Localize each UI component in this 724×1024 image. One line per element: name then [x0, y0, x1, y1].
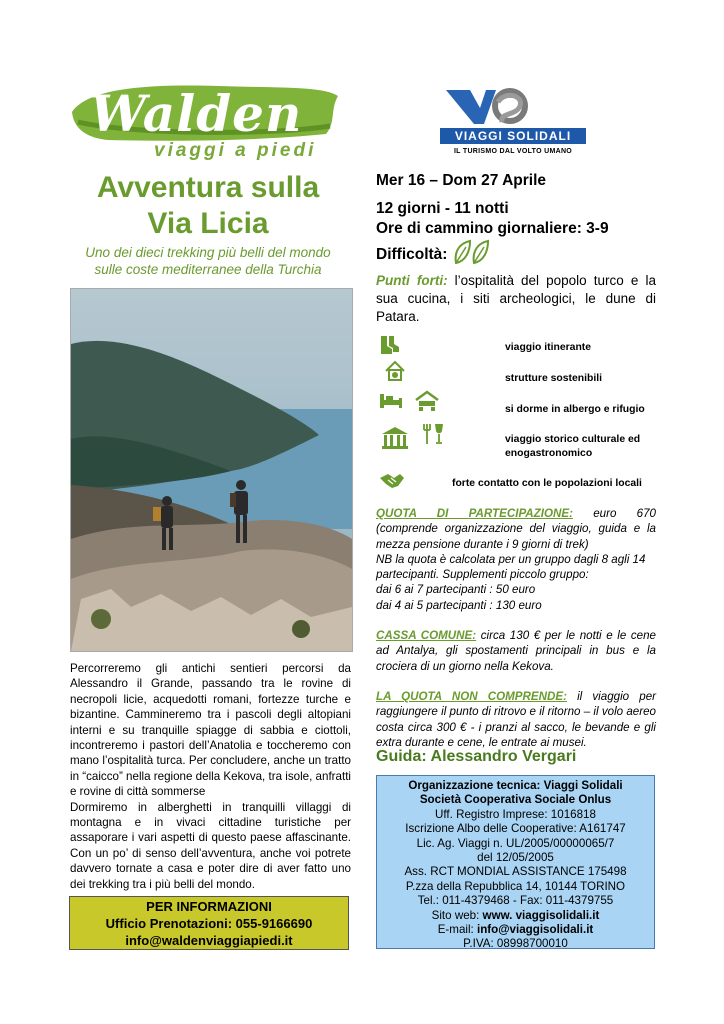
trip-duration: 12 giorni - 11 notti — [376, 200, 509, 217]
info-box-title: PER INFORMAZIONI — [146, 899, 272, 914]
info-box-email[interactable]: info@waldenviaggiapiedi.it — [125, 933, 293, 948]
org-web — [377, 909, 654, 923]
quota-supplement-1: dai 6 ai 7 partecipanti : 50 euro — [376, 583, 536, 597]
handshake-icon — [378, 470, 406, 492]
quota-label: QUOTA DI PARTECIPAZIONE: — [376, 507, 573, 520]
bed-icon — [378, 390, 404, 410]
highlights-text: l’ospitalità del popolo turco e la sua cucina, i siti archeologici, le dune di Patara. — [376, 273, 656, 324]
org-registry: Uff. Registro Imprese: 1016818 — [435, 807, 596, 821]
vs-name-bar — [440, 128, 586, 144]
mountain-hut-icon — [414, 390, 440, 412]
cassa-text: circa 130 € per le notti e le cene ad Antalya, gli spostamenti principali in bus e la crociera di un giorno nella Kekova. — [376, 629, 656, 673]
museum-icon — [380, 426, 410, 450]
difficulty — [376, 239, 492, 265]
spacer — [376, 613, 656, 628]
feature-culture: viaggio storico culturale ed enogastronomico — [505, 434, 641, 459]
walden-logo-sub: viaggi a piedi — [154, 140, 317, 161]
cassa-comune — [376, 628, 656, 674]
subtitle: Uno dei dieci trekking più belli del mondo sulle coste mediterranee della Turchia — [85, 245, 331, 277]
eco-house-icon — [384, 360, 406, 382]
info-box-phone: Ufficio Prenotazioni: 055-9166690 — [105, 916, 313, 931]
highlights — [376, 272, 656, 326]
non-comprende — [376, 689, 656, 750]
non-comprende-text: il viaggio per raggiungere il punto di ritrovo e il ritorno – il volo aereo costa circa 300 € - i pranzi al sacco, le bevande e gli extra durante e cene, le entrate ai musei. — [376, 689, 656, 749]
quota-nb: NB la quota è calcolata per un gruppo dagli 8 agli 14 partecipanti. Supplementi piccolo gruppo: — [376, 552, 646, 582]
organization-box — [376, 775, 655, 949]
org-albo: Iscrizione Albo delle Cooperative: A161747 — [405, 822, 626, 836]
viaggi-solidali-logo — [440, 88, 586, 162]
spacer — [376, 674, 656, 689]
vs-tagline: IL TURISMO DAL VOLTO UMANO — [453, 148, 573, 155]
org-license-date: del 12/05/2005 — [477, 851, 554, 865]
difficulty-label: Difficoltà: — [376, 246, 448, 263]
highlights-label: Punti forti: — [376, 273, 448, 288]
description-paragraph-2: Dormiremo in alberghetti in tranquilli villaggi di montagna e in vivaci cittadine turistiche per assaporare i vari aspetti di questo paese affascinante. Con un po’ di senso dell’avventura, anche voi potrete davvero tornate a casa e poter dire di aver fatto uno dei trekking tra i più belli del mondo. — [70, 800, 351, 891]
info-box — [69, 896, 349, 950]
trip-description — [70, 661, 351, 892]
org-web-link[interactable]: www. viaggisolidali.it — [482, 908, 600, 922]
title-line-2: Via Licia — [147, 207, 269, 240]
org-insurance: Ass. RCT MONDIAL ASSISTANCE 175498 — [404, 865, 627, 879]
hiking-boots-icon — [378, 334, 400, 356]
non-comprende-label: LA QUOTA NON COMPRENDE: — [376, 689, 567, 703]
org-email — [377, 923, 654, 937]
org-email-label: E-mail: — [437, 923, 477, 937]
coastal-landscape-image — [71, 289, 352, 651]
quota-supplement-2: dai 4 ai 5 partecipanti : 130 euro — [376, 598, 542, 612]
guide-name: Guida: Alessandro Vergari — [376, 748, 577, 765]
org-email-link[interactable]: info@viaggisolidali.it — [476, 923, 594, 937]
vs-name: VIAGGI SOLIDALI — [454, 129, 572, 143]
page-title — [70, 170, 346, 242]
org-license: Lic. Ag. Viaggi n. UL/2005/00000065/7 — [416, 836, 615, 850]
org-subtitle: Società Cooperativa Sociale Onlus — [419, 793, 612, 807]
feature-lodging: si dorme in albergo e rifugio — [505, 404, 645, 415]
org-piva: P.IVA: 08998700010 — [463, 937, 568, 951]
hikers-photo — [70, 288, 353, 652]
vs-emblem-icon — [440, 88, 586, 128]
description-paragraph-1: Percorreremo gli antichi sentieri percorsi da Alessandro il Grande, passando tra le rovine di necropoli licie, acquedotti romani, fortezze turche e bizantine. Cammineremo tra i pascoli degli altopiani interni e su tranquille spiagge di sabbia e ciottoli, incontreremo i pastori dell’Anatolia e toccheremo con mano l’ospitalità turca. Per concludere, anche un tratto in “caicco” nella regione della Kekova, tra isole, anfratti e rovine di città sommerse — [70, 662, 351, 799]
walden-logo-word: Walden — [90, 84, 303, 143]
trip-dates: Mer 16 – Dom 27 Aprile — [376, 172, 546, 189]
org-web-label: Sito web: — [431, 908, 483, 922]
quota-amount: euro 670 — [572, 507, 656, 520]
quota-line — [376, 506, 656, 521]
walden-logo — [68, 82, 340, 168]
walking-hours: Ore di cammino giornaliere: 3-9 — [376, 220, 609, 237]
org-phone: Tel.: 011-4379468 - Fax: 011-4379755 — [417, 894, 614, 908]
wine-glass-fork-icon — [422, 422, 446, 446]
org-address: P.zza della Repubblica 14, 10144 TORINO — [405, 879, 626, 893]
title-line-1: Avventura sulla — [96, 171, 320, 204]
quota-details: (comprende organizzazione del viaggio, guida e la mezza pensione durante i 9 giorni di trek) — [376, 522, 656, 551]
cassa-label: CASSA COMUNE: — [376, 629, 477, 643]
pricing-section — [376, 506, 656, 750]
org-title: Organizzazione tecnica: Viaggi Solidali — [408, 779, 623, 792]
feature-itinerant: viaggio itinerante — [505, 342, 592, 353]
feature-contact: forte contatto con le popolazioni locali — [452, 478, 642, 489]
feature-sustainable: strutture sostenibili — [505, 373, 602, 384]
leaf-rating-icon — [452, 239, 492, 265]
